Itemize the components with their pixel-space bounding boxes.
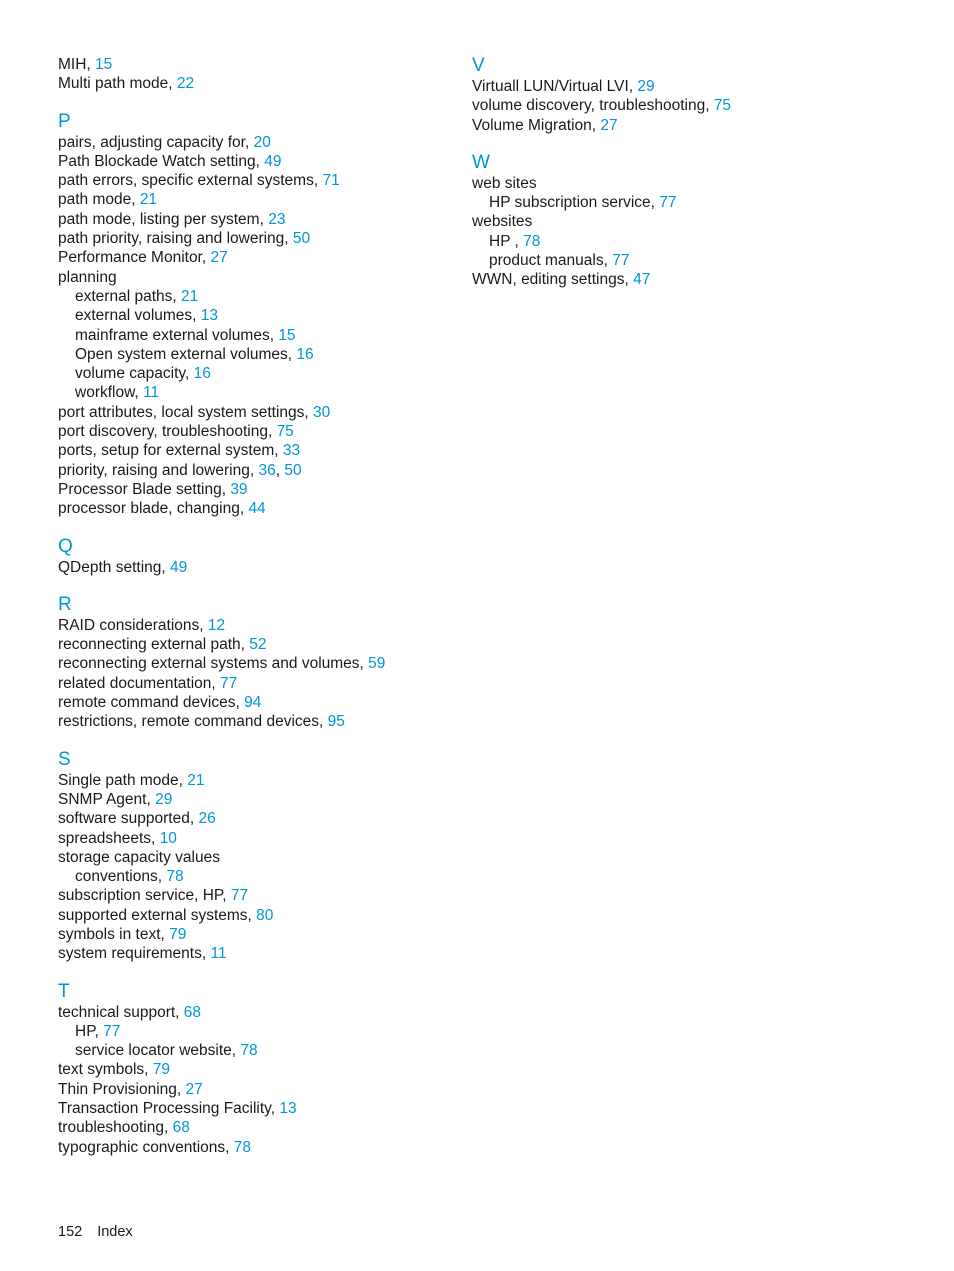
index-group-q: [58, 536, 458, 577]
page-link[interactable]: 36: [258, 461, 276, 479]
index-entry-term: Volume Migration,: [472, 116, 601, 134]
index-column-left: [58, 55, 458, 1157]
index-entry-snmp-agent: [58, 790, 458, 809]
index-entry-ports-setup-for-external-system: [58, 441, 458, 460]
page-link[interactable]: 75: [276, 423, 294, 441]
index-group: [58, 55, 458, 94]
index-entry-term: QDepth setting,: [58, 558, 171, 576]
page-link[interactable]: 71: [322, 172, 340, 190]
index-entry-priority-raising-and-lowering: [58, 461, 458, 480]
index-entry-path-errors-specific-external-systems: [58, 171, 458, 190]
index-entry-term: HP subscription service,: [489, 194, 660, 212]
index-entry-term: typographic conventions,: [58, 1138, 234, 1156]
index-entry-term: HP,: [75, 1022, 104, 1040]
index-entry-typographic-conventions: [58, 1138, 458, 1157]
index-letter-heading: W: [472, 151, 490, 173]
page-link[interactable]: 39: [230, 480, 248, 498]
index-entry-term: pairs, adjusting capacity for,: [58, 133, 254, 151]
page-link[interactable]: 77: [659, 194, 677, 212]
index-entry-spreadsheets: [58, 829, 458, 848]
page-link[interactable]: 11: [210, 945, 227, 963]
page-link[interactable]: 50: [284, 461, 302, 479]
index-entry-term: path mode,: [58, 191, 140, 209]
index-letter-heading: V: [472, 55, 485, 76]
index-entry-term: Transaction Processing Facility,: [58, 1100, 280, 1118]
page-link[interactable]: 30: [313, 403, 331, 421]
index-entry-path-mode: [58, 190, 458, 209]
index-entry-mainframe-external-volumes: [58, 326, 458, 345]
index-entry-term: port attributes, local system settings,: [58, 403, 313, 421]
index-entry-single-path-mode: [58, 771, 458, 790]
page-link[interactable]: 16: [296, 345, 314, 363]
index-entry-performance-monitor: [58, 248, 458, 267]
page-link[interactable]: 21: [187, 771, 205, 789]
index-entry-term: HP ,: [489, 232, 524, 250]
index-entry-volume-capacity: [58, 364, 458, 383]
page-link[interactable]: 49: [264, 152, 282, 170]
index-entry-external-paths: [58, 287, 458, 306]
index-entry-volume-migration: [472, 116, 872, 135]
page-link[interactable]: 29: [155, 790, 173, 808]
page-link[interactable]: 23: [268, 210, 286, 228]
index-entry-term: websites: [472, 213, 533, 231]
index-entry-path-priority-raising-and-lowering: [58, 229, 458, 248]
index-entry-hp: [58, 1022, 458, 1041]
index-entry-term: product manuals,: [489, 252, 613, 270]
index-entry-term: Virtuall LUN/Virtual LVI,: [472, 78, 638, 95]
page-link[interactable]: 33: [282, 442, 301, 460]
page-link[interactable]: 78: [166, 868, 184, 886]
page-link[interactable]: 16: [193, 365, 211, 383]
index-entry-term: spreadsheets,: [58, 829, 160, 847]
index-entry-conventions: [58, 867, 458, 886]
index-entry-term: Multi path mode,: [58, 75, 177, 93]
index-entry-troubleshooting: [58, 1118, 458, 1137]
index-entry-websites: [472, 212, 872, 231]
index-entry-mih: [58, 55, 458, 74]
page-link[interactable]: 77: [103, 1022, 121, 1040]
page-link[interactable]: 80: [256, 906, 274, 924]
index-group-r: [58, 594, 458, 732]
index-entry-subscription-service-hp: [58, 886, 458, 905]
page-link[interactable]: 21: [180, 287, 199, 305]
index-column-right: [472, 55, 872, 290]
index-entry-term: subscription service, HP,: [58, 887, 231, 905]
index-entry-term: restrictions, remote command devices,: [58, 713, 328, 731]
index-entry-symbols-in-text: [58, 925, 458, 944]
index-entry-term: path errors, specific external systems,: [58, 172, 323, 190]
index-entry-hp-subscription-service: [472, 193, 872, 212]
index-entry-term: planning: [58, 268, 117, 286]
index-group-s: [58, 749, 458, 964]
index-entry-term: Processor Blade setting,: [58, 480, 231, 498]
page-link[interactable]: 20: [253, 133, 271, 151]
page-link[interactable]: 52: [249, 636, 267, 654]
index-entry-term: remote command devices,: [58, 694, 245, 712]
index-entry-port-discovery-troubleshooting: [58, 422, 458, 441]
page-link[interactable]: 29: [637, 78, 655, 95]
index-entry-term: troubleshooting,: [58, 1119, 173, 1137]
index-entry-term: external paths,: [75, 287, 181, 305]
page-link[interactable]: 78: [233, 1138, 252, 1156]
index-entry-term: service locator website,: [75, 1042, 241, 1060]
index-entry-technical-support: [58, 1003, 458, 1022]
page-link[interactable]: 77: [612, 252, 630, 270]
page-footer: [58, 1222, 133, 1242]
page-link[interactable]: 27: [210, 249, 228, 267]
page-link[interactable]: 15: [278, 326, 296, 344]
index-entry-hp: [472, 232, 872, 251]
index-group-t: [58, 981, 458, 1157]
index-entry-virtuall-lun-virtual-lvi: [472, 77, 872, 96]
page-link[interactable]: 44: [248, 500, 266, 518]
index-entry-term: workflow,: [75, 384, 144, 402]
index-entry-term: symbols in text,: [58, 925, 170, 943]
page-link[interactable]: 10: [159, 829, 177, 847]
page-link[interactable]: 50: [292, 230, 311, 248]
index-entry-term: technical support,: [58, 1003, 184, 1021]
index-entry-term: reconnecting external systems and volumes,: [58, 655, 369, 673]
page-link[interactable]: 11: [143, 384, 160, 402]
index-entry-term: web sites: [472, 174, 537, 192]
index-entry-reconnecting-external-path: [58, 635, 458, 654]
page-link[interactable]: 79: [169, 925, 187, 943]
index-entry-workflow: [58, 383, 458, 402]
index-letter-heading: S: [58, 748, 71, 770]
index-entry-term: processor blade, changing,: [58, 500, 249, 518]
index-letter-heading: T: [58, 980, 70, 1002]
index-entry-term: volume capacity,: [75, 365, 194, 383]
index-entry-processor-blade-setting: [58, 480, 458, 499]
index-entry-term: software supported,: [58, 810, 199, 828]
page-link[interactable]: 27: [600, 116, 618, 134]
index-entry-term: supported external systems,: [58, 906, 257, 924]
index-entry-port-attributes-local-system-settings: [58, 403, 458, 422]
page-link[interactable]: 22: [176, 75, 195, 93]
index-entry-product-manuals: [472, 251, 872, 270]
index-entry-web-sites: [472, 174, 872, 193]
index-entry-term: priority, raising and lowering,: [58, 461, 259, 479]
page-link[interactable]: 68: [183, 1003, 202, 1021]
index-entry-related-documentation: [58, 674, 458, 693]
index-entry-supported-external-systems: [58, 906, 458, 925]
index-entry-term: conventions,: [75, 868, 167, 886]
index-entry-transaction-processing-facility: [58, 1099, 458, 1118]
page-link[interactable]: 77: [230, 887, 249, 905]
index-entry-term: external volumes,: [75, 307, 201, 325]
index-entry-wwn-editing-settings: [472, 270, 872, 289]
index-entry-term: port discovery, troubleshooting,: [58, 423, 277, 441]
index-group-p: [58, 111, 458, 519]
page-link[interactable]: 78: [240, 1042, 258, 1060]
index-entry-term: ports, setup for external system,: [58, 442, 283, 460]
index-letter-heading: P: [58, 110, 71, 132]
index-entry-multi-path-mode: [58, 74, 458, 93]
page-link[interactable]: 13: [200, 307, 219, 325]
index-entry-term: text symbols,: [58, 1061, 153, 1079]
index-entry-term: WWN, editing settings,: [472, 271, 634, 289]
section-name: Index: [97, 1224, 133, 1240]
index-entry-term: Performance Monitor,: [58, 249, 211, 267]
index-entry-term: related documentation,: [58, 674, 220, 692]
index-letter-heading: Q: [58, 535, 73, 557]
page-number: 152: [58, 1224, 83, 1240]
page-link[interactable]: 94: [244, 694, 262, 712]
page-link[interactable]: 21: [139, 191, 158, 209]
page-link[interactable]: 26: [198, 810, 216, 828]
index-entry-restrictions-remote-command-devices: [58, 712, 458, 731]
index-entry-term: MIH,: [58, 56, 96, 73]
index-entry-term: Path Blockade Watch setting,: [58, 152, 265, 170]
page-link[interactable]: 15: [95, 56, 113, 73]
page-link[interactable]: 77: [220, 674, 238, 692]
page-link[interactable]: 78: [523, 232, 541, 250]
index-entry-external-volumes: [58, 306, 458, 325]
index-entry-term: path priority, raising and lowering,: [58, 230, 293, 248]
index-entry-path-blockade-watch-setting: [58, 152, 458, 171]
page-link[interactable]: 49: [170, 558, 188, 576]
index-entry-text-symbols: [58, 1060, 458, 1079]
index-entry-term: Single path mode,: [58, 771, 188, 789]
index-entry-volume-discovery-troubleshooting: [472, 96, 872, 115]
index-entry-software-supported: [58, 809, 458, 828]
index-entry-storage-capacity-values: [58, 848, 458, 867]
index-entry-term: SNMP Agent,: [58, 790, 156, 808]
index-entry-term: mainframe external volumes,: [75, 326, 279, 344]
index-entry-planning: [58, 268, 458, 287]
index-entry-term: system requirements,: [58, 945, 211, 963]
page-link[interactable]: 95: [327, 713, 345, 731]
index-entry-pairs-adjusting-capacity-for: [58, 133, 458, 152]
index-entry-reconnecting-external-systems-and-volumes: [58, 654, 458, 673]
page-separator: ,: [275, 461, 285, 479]
page-link[interactable]: 47: [633, 271, 651, 289]
index-entry-system-requirements: [58, 944, 458, 963]
index-group-v: [472, 55, 872, 135]
page-link[interactable]: 79: [152, 1061, 170, 1079]
index-entry-term: RAID considerations,: [58, 616, 208, 634]
index-group-w: [472, 152, 872, 290]
index-entry-processor-blade-changing: [58, 499, 458, 518]
index-entry-remote-command-devices: [58, 693, 458, 712]
index-entry-term: storage capacity values: [58, 848, 220, 866]
page-link[interactable]: 68: [172, 1119, 190, 1137]
index-letter-heading: R: [58, 593, 72, 615]
page-link[interactable]: 13: [279, 1100, 297, 1118]
page-link[interactable]: 12: [207, 616, 226, 634]
index-entry-open-system-external-volumes: [58, 345, 458, 364]
index-entry-path-mode-listing-per-system: [58, 210, 458, 229]
page-link[interactable]: 59: [368, 655, 386, 673]
index-entry-term: reconnecting external path,: [58, 636, 250, 654]
page-link[interactable]: 75: [713, 97, 732, 115]
index-entry-term: Thin Provisioning,: [58, 1080, 186, 1098]
index-entry-qdepth-setting: [58, 558, 458, 577]
index-entry-term: volume discovery, troubleshooting,: [472, 97, 714, 115]
index-entry-term: Open system external volumes,: [75, 345, 297, 363]
page-link[interactable]: 27: [185, 1080, 203, 1098]
index-entry-term: path mode, listing per system,: [58, 210, 269, 228]
index-entry-thin-provisioning: [58, 1080, 458, 1099]
index-entry-service-locator-website: [58, 1041, 458, 1060]
index-entry-raid-considerations: [58, 616, 458, 635]
